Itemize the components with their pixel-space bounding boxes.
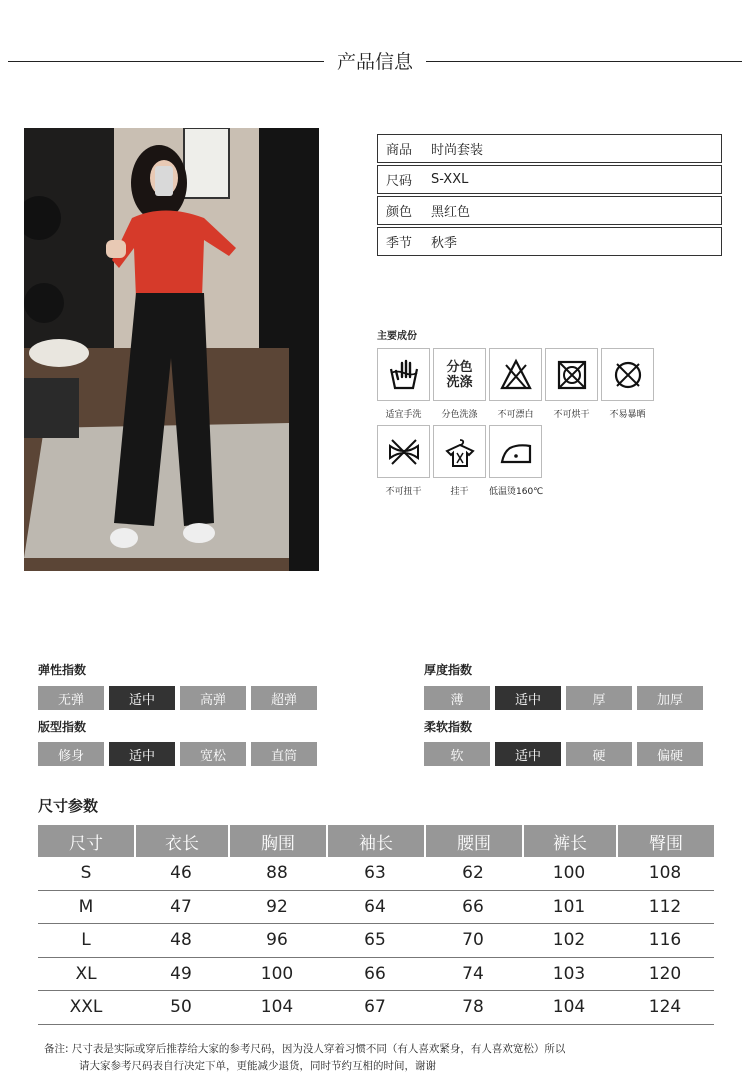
low-iron-icon (489, 425, 542, 478)
table-cell: 63 (326, 857, 424, 891)
info-label: 尺码 (386, 174, 413, 189)
softness-scale (424, 742, 703, 766)
table-row (38, 958, 714, 992)
page-title: 产品信息 (336, 51, 413, 73)
info-row-product (377, 134, 722, 163)
care-label: 不可漂白 (497, 410, 534, 420)
table-cell: 88 (228, 857, 326, 891)
care-label: 不可烘干 (553, 410, 590, 420)
elasticity-title: 弹性指数 (38, 663, 87, 677)
thickness-option: 加厚 (637, 686, 703, 710)
table-cell: 47 (134, 891, 228, 925)
fit-option: 修身 (38, 742, 104, 766)
softness-option-selected: 适中 (495, 742, 561, 766)
info-value: S-XXL (431, 172, 469, 187)
info-value: 时尚套装 (431, 143, 484, 158)
care-item (601, 348, 654, 420)
size-note (44, 1041, 565, 1075)
table-cell: 78 (424, 991, 522, 1025)
table-cell: 74 (424, 958, 522, 992)
table-cell: 65 (326, 924, 424, 958)
elasticity-option: 无弹 (38, 686, 104, 710)
header-divider-left (8, 61, 324, 62)
column-header: 袖长 (326, 825, 424, 857)
thickness-option-selected: 适中 (495, 686, 561, 710)
softness-option: 硬 (566, 742, 632, 766)
note-line: 请大家参考尺码表自行决定下单，更能减少退货，同时节约互相的时间，谢谢 (79, 1060, 436, 1072)
table-cell: 116 (616, 924, 714, 958)
table-row (38, 991, 714, 1025)
info-label: 颜色 (386, 205, 413, 220)
product-info-table (377, 134, 722, 258)
note-line: 备注: 尺寸表是实际或穿后推荐给大家的参考尺码，因为没人穿着习惯不同（有人喜欢紧身，有人喜欢宽松）所以 (44, 1043, 566, 1055)
info-row-color (377, 196, 722, 225)
table-cell: 66 (424, 891, 522, 925)
info-row-season (377, 227, 722, 256)
separate-wash-icon (433, 348, 486, 401)
header-divider-right (426, 61, 742, 62)
column-header: 臀围 (616, 825, 714, 857)
table-cell: S (38, 857, 134, 891)
table-cell: 101 (522, 891, 616, 925)
column-header: 腰围 (424, 825, 522, 857)
table-cell: 70 (424, 924, 522, 958)
no-bleach-icon (489, 348, 542, 401)
elasticity-option: 高弹 (180, 686, 246, 710)
elasticity-option-selected: 适中 (109, 686, 175, 710)
care-label: 不可扭干 (385, 487, 422, 497)
thickness-option: 厚 (566, 686, 632, 710)
thickness-scale (424, 686, 703, 710)
table-cell: 104 (522, 991, 616, 1025)
care-label: 适宜手洗 (385, 410, 422, 420)
table-cell: 124 (616, 991, 714, 1025)
table-cell: 100 (228, 958, 326, 992)
separate-wash-text: 分色 (446, 359, 473, 375)
info-value: 秋季 (431, 236, 458, 251)
care-item (377, 348, 430, 420)
care-item (433, 425, 486, 497)
care-label: 挂干 (450, 487, 469, 497)
care-label: 分色洗涤 (441, 410, 478, 420)
thickness-title: 厚度指数 (424, 663, 473, 677)
thickness-option: 薄 (424, 686, 490, 710)
table-cell: 46 (134, 857, 228, 891)
table-cell: 104 (228, 991, 326, 1025)
hand-wash-icon (377, 348, 430, 401)
table-cell: 48 (134, 924, 228, 958)
table-cell: 120 (616, 958, 714, 992)
column-header: 裤长 (522, 825, 616, 857)
table-cell: 62 (424, 857, 522, 891)
table-cell: 102 (522, 924, 616, 958)
size-chart-header-row (38, 825, 714, 857)
care-label: 不易暴晒 (609, 410, 646, 420)
care-item (489, 425, 542, 497)
table-row (38, 891, 714, 925)
no-tumble-dry-icon (545, 348, 598, 401)
table-row (38, 857, 714, 891)
fit-option-selected: 适中 (109, 742, 175, 766)
hang-dry-icon (433, 425, 486, 478)
table-cell: 108 (616, 857, 714, 891)
column-header: 尺寸 (38, 825, 134, 857)
table-cell: 49 (134, 958, 228, 992)
no-wring-icon (377, 425, 430, 478)
table-cell: L (38, 924, 134, 958)
info-row-size (377, 165, 722, 194)
table-cell: XL (38, 958, 134, 992)
table-cell: 112 (616, 891, 714, 925)
care-label: 低温烫160℃ (489, 487, 544, 497)
info-label: 季节 (386, 236, 413, 251)
table-row (38, 924, 714, 958)
table-cell: XXL (38, 991, 134, 1025)
elasticity-scale (38, 686, 317, 710)
table-cell: 103 (522, 958, 616, 992)
column-header: 胸围 (228, 825, 326, 857)
column-header: 衣长 (134, 825, 228, 857)
table-cell: M (38, 891, 134, 925)
info-value: 黑红色 (431, 205, 471, 220)
fit-scale (38, 742, 317, 766)
table-cell: 64 (326, 891, 424, 925)
table-cell: 67 (326, 991, 424, 1025)
table-cell: 100 (522, 857, 616, 891)
separate-wash-text: 洗涤 (446, 374, 473, 390)
table-cell: 96 (228, 924, 326, 958)
fit-option: 宽松 (180, 742, 246, 766)
softness-option: 偏硬 (637, 742, 703, 766)
size-chart-table (38, 825, 714, 1025)
care-item (545, 348, 598, 420)
info-label: 商品 (386, 143, 413, 158)
size-chart-title: 尺寸参数 (38, 797, 99, 815)
fit-title: 版型指数 (38, 720, 87, 734)
softness-option: 软 (424, 742, 490, 766)
table-cell: 50 (134, 991, 228, 1025)
softness-title: 柔软指数 (424, 720, 473, 734)
care-item (433, 348, 486, 420)
composition-title: 主要成份 (377, 331, 417, 342)
product-photo (24, 128, 319, 571)
care-item (489, 348, 542, 420)
fit-option: 直筒 (251, 742, 317, 766)
care-item (377, 425, 430, 497)
elasticity-option: 超弹 (251, 686, 317, 710)
no-sun-dry-icon (601, 348, 654, 401)
table-cell: 66 (326, 958, 424, 992)
table-cell: 92 (228, 891, 326, 925)
